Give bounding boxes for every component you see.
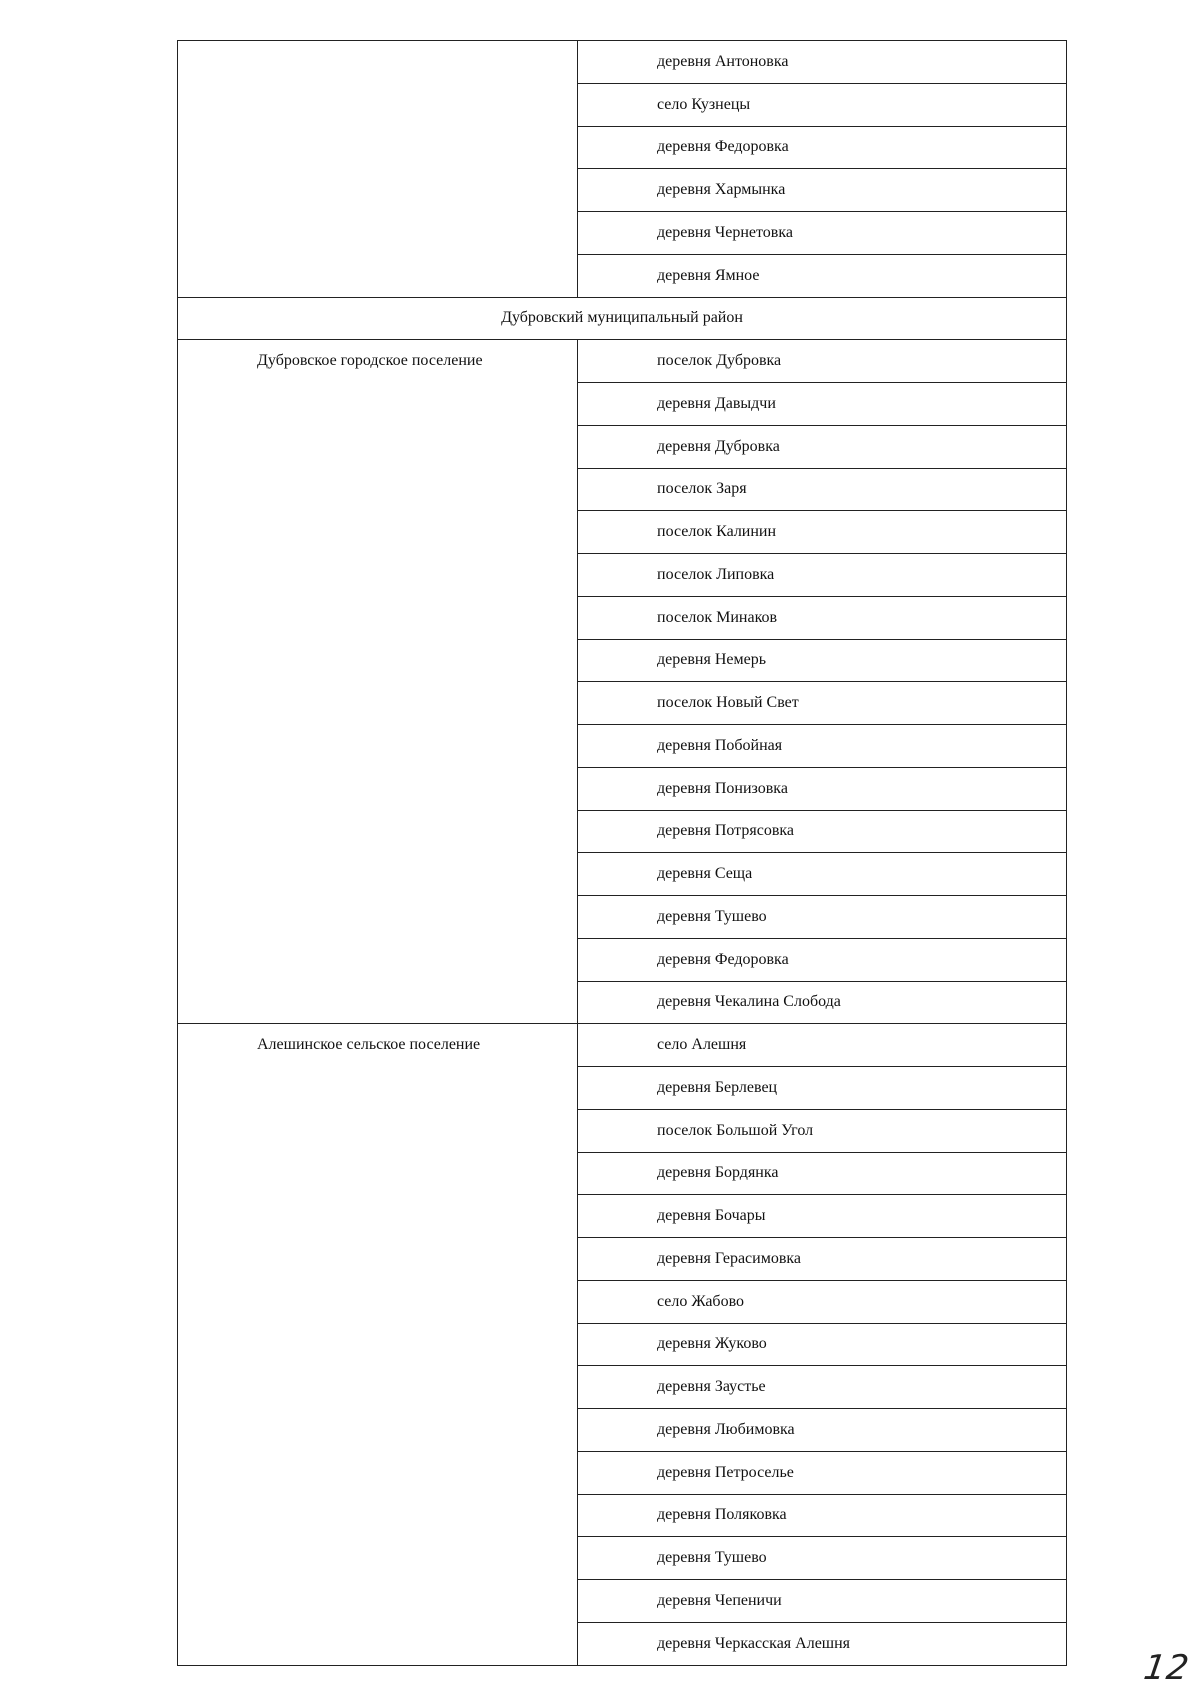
locality-cell <box>578 383 1067 426</box>
locality-name: деревня Заустье <box>657 1378 766 1396</box>
locality-name: деревня Бордянка <box>657 1164 779 1182</box>
page-number: 12 <box>1141 1648 1193 1688</box>
locality-cell <box>578 981 1067 1024</box>
locality-name: деревня Потрясовка <box>657 822 794 840</box>
locality-name: деревня Понизовка <box>657 779 788 797</box>
locality-cell <box>578 340 1067 383</box>
settlement-cell <box>178 340 578 1024</box>
locality-cell <box>578 83 1067 126</box>
locality-name: деревня Давыдчи <box>657 394 776 412</box>
locality-name: деревня Сеща <box>657 865 753 883</box>
locality-name: деревня Антоновка <box>657 52 789 70</box>
locality-cell <box>578 1409 1067 1452</box>
locality-cell <box>578 596 1067 639</box>
locality-name: деревня Тушево <box>657 907 767 925</box>
locality-cell <box>578 1366 1067 1409</box>
locality-cell <box>578 1451 1067 1494</box>
locality-name: деревня Немерь <box>657 651 766 669</box>
locality-cell <box>578 511 1067 554</box>
locality-name: деревня Дубровка <box>657 437 780 455</box>
locality-cell <box>578 169 1067 212</box>
settlement-name <box>178 41 577 54</box>
settlements-table <box>177 40 1067 1666</box>
district-row <box>178 297 1067 340</box>
settlement-cell <box>178 1024 578 1665</box>
locality-name: поселок Липовка <box>657 565 775 583</box>
locality-cell <box>578 639 1067 682</box>
locality-name: деревня Любимовка <box>657 1420 795 1438</box>
locality-cell <box>578 126 1067 169</box>
locality-cell <box>578 1537 1067 1580</box>
locality-cell <box>578 1280 1067 1323</box>
locality-cell <box>578 682 1067 725</box>
table-row <box>178 1024 1067 1067</box>
locality-name: деревня Тушево <box>657 1549 767 1567</box>
locality-cell <box>578 212 1067 255</box>
locality-cell <box>578 1024 1067 1067</box>
locality-name: деревня Ямное <box>657 266 760 284</box>
locality-name: поселок Заря <box>657 480 747 498</box>
locality-name: деревня Федоровка <box>657 138 789 156</box>
locality-cell <box>578 1622 1067 1665</box>
locality-cell <box>578 1109 1067 1152</box>
locality-name: деревня Чернетовка <box>657 223 793 241</box>
locality-cell <box>578 1195 1067 1238</box>
settlement-cell <box>178 41 578 298</box>
locality-name: деревня Бочары <box>657 1207 766 1225</box>
locality-name: деревня Жуково <box>657 1335 767 1353</box>
locality-cell <box>578 810 1067 853</box>
locality-cell <box>578 725 1067 768</box>
locality-cell <box>578 1580 1067 1623</box>
settlements-table-body <box>178 41 1067 1666</box>
settlement-name: Алешинское сельское поселение <box>257 1036 481 1054</box>
locality-name: село Жабово <box>657 1292 745 1310</box>
locality-cell <box>578 1238 1067 1281</box>
locality-cell <box>578 1152 1067 1195</box>
locality-name: поселок Новый Свет <box>657 694 799 712</box>
locality-name: деревня Чекалина Слобода <box>657 993 841 1011</box>
locality-name: поселок Калинин <box>657 523 777 541</box>
table-row <box>178 340 1067 383</box>
locality-cell <box>578 41 1067 84</box>
locality-cell <box>578 1067 1067 1110</box>
locality-name: деревня Поляковка <box>657 1506 787 1524</box>
locality-cell <box>578 853 1067 896</box>
locality-name: деревня Герасимовка <box>657 1249 802 1267</box>
locality-cell <box>578 938 1067 981</box>
locality-cell <box>578 1323 1067 1366</box>
locality-cell <box>578 896 1067 939</box>
locality-cell <box>578 254 1067 297</box>
locality-name: деревня Чепеничи <box>657 1591 782 1609</box>
locality-name: деревня Черкасская Алешня <box>657 1634 851 1652</box>
locality-name: деревня Побойная <box>657 736 783 754</box>
locality-cell <box>578 425 1067 468</box>
locality-name: деревня Хармынка <box>657 181 786 199</box>
locality-name: деревня Берлевец <box>657 1078 778 1096</box>
locality-cell <box>578 1494 1067 1537</box>
locality-name: село Алешня <box>657 1036 747 1054</box>
settlement-name: Дубровское городское поселение <box>257 352 483 370</box>
locality-name: деревня Петроселье <box>657 1463 794 1481</box>
district-heading: Дубровский муниципальный район <box>178 297 1067 340</box>
locality-cell <box>578 468 1067 511</box>
locality-name: поселок Большой Угол <box>657 1121 814 1139</box>
locality-name: село Кузнецы <box>657 95 751 113</box>
locality-name: деревня Федоровка <box>657 950 789 968</box>
locality-name: поселок Минаков <box>657 608 778 626</box>
locality-cell <box>578 767 1067 810</box>
locality-name: поселок Дубровка <box>657 352 782 370</box>
table-row <box>178 41 1067 84</box>
locality-cell <box>578 554 1067 597</box>
